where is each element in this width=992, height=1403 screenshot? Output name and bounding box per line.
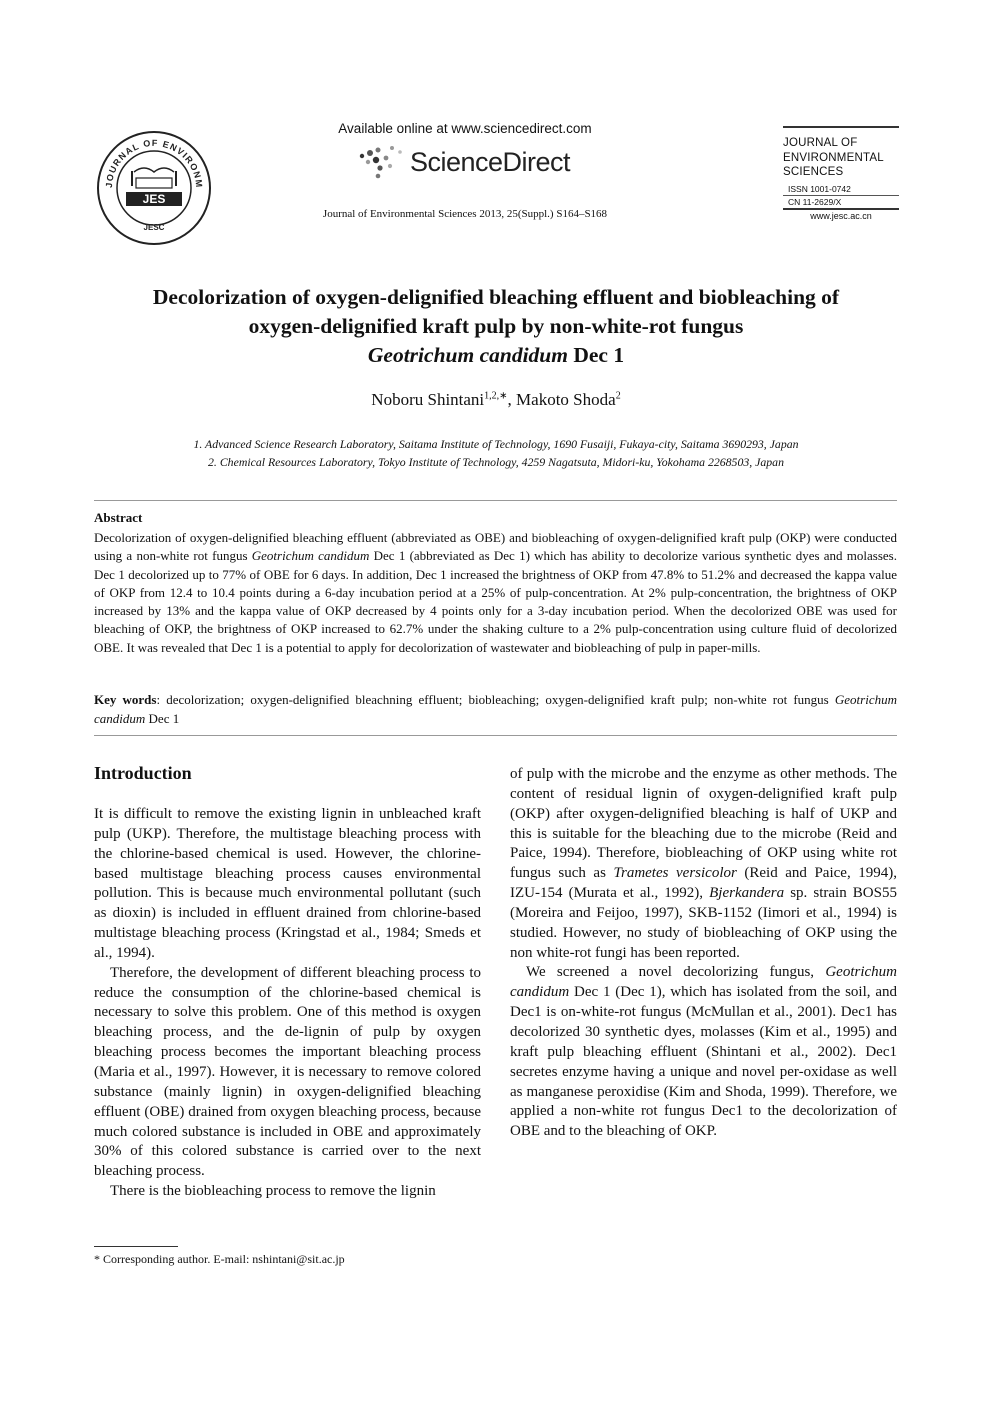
journal-box-bottom-rule	[783, 208, 899, 210]
journal-box	[783, 126, 899, 221]
intro-species-trametes: Trametes versicolor	[613, 865, 737, 882]
introduction-heading: Introduction	[94, 763, 192, 783]
intro-paragraph-3: There is the biobleaching process to remove the lignin	[110, 1183, 436, 1200]
abstract-species: Geotrichum candidum	[251, 548, 370, 564]
left-column	[94, 805, 481, 1202]
svg-text:JOURNAL OF ENVIRONMENTAL SCIEN	[92, 126, 204, 189]
intro-right-text-5: Dec 1 (Dec 1), which has isolated from the soil, and Dec1 is on-white-rot fungus (McMullan et al., 2001). Dec1 has decolorized 30 synthetic dyes, molasses (Kim et al., 1995) and kraft pulp bleaching effluent (Shintani et al., 2002). Dec1 secretes enzyme having a unique and novel per-oxidase as well as manganese peroxidise (Kim and Shoda, 1999). Therefore, we applied a non-white rot fungus Dec1 to the decolorization of OBE and to the bleaching of OKP.	[510, 984, 897, 1140]
intro-paragraph-2: Therefore, the development of different bleaching process to reduce the consumption of the chlorine-based chemical is necessary to solve this problem. One of this method is oxygen bleaching process, and the de-lignin of pulp by oxygen bleaching process becomes the important bleaching process (Maria et al., 1997). However, it is necessary to remove colored substance (mainly lignin) in oxygen-delignified bleaching effluent (OBE) drained from oxygen bleaching process, because much colored substance is included in OBE and approximately 30% of this colored substance is carried over to the next bleaching process.	[94, 964, 481, 1180]
footnote-rule	[94, 1246, 178, 1247]
intro-paragraph-4	[510, 963, 897, 1142]
logo-center-text: JES	[142, 192, 166, 206]
journal-citation: Journal of Environmental Sciences 2013, 25(Suppl.) S164–S168	[322, 208, 608, 220]
title-line-2: oxygen-delignified kraft pulp by non-white-rot fungus	[248, 314, 744, 338]
logo-ring-text: JOURNAL OF ENVIRONM	[103, 137, 205, 189]
journal-box-top-rule	[783, 126, 899, 128]
intro-right-text-3: sp. strain BOS55 (Moreira and Feijoo, 1997), SKB-1152 (Iimori et al., 1994) is studied. However, no study of biobleaching of OKP using the non white-rot fungi has been reported.	[510, 885, 897, 961]
journal-box-line2: ENVIRONMENTAL	[783, 151, 884, 164]
journal-box-title	[783, 136, 899, 180]
available-online[interactable]: Available online at www.sciencedirect.com	[338, 121, 592, 136]
divider-bottom	[94, 735, 897, 736]
author-1: Noboru Shintani	[371, 390, 485, 409]
journal-box-line3: SCIENCES	[783, 166, 844, 178]
author-2: Makoto Shoda	[516, 390, 616, 409]
journal-box-line1: JOURNAL OF	[783, 137, 858, 149]
sciencedirect-wordmark: ScienceDirect	[410, 147, 571, 177]
right-column	[510, 765, 897, 1142]
abstract-heading: Abstract	[94, 510, 143, 525]
journal-url[interactable]: www.jesc.ac.cn	[810, 210, 872, 221]
intro-paragraph-3-cont	[510, 765, 897, 963]
logo-bottom-text: JESC	[143, 223, 165, 232]
abstract-text-2: Dec 1 (abbreviated as Dec 1) which has ability to decolorize various synthetic dyes and molasses. Dec 1 decolorized up to 77% of OBE for 6 days. In addition, Dec 1 increased the brightness of OKP from 47.8% to 51.2% and decreased the kappa value of OKP from 12.4 to 10.4 points during a 6-day incubation period at a 25% of pulp-concentration. At 2% pulp-concentration, the brightness of OKP increased by 13% and the kappa value of OKP decreased by 4 points only for a 3-day incubation period. When the decolorized OBE was used for bleaching of OKP, the brightness of OKP increased to 62.7% under the shaking culture to a 2% pulp-concentration using culture fluid of decolorized OBE. It was revealed that Dec 1 is a potential to apply for decolorization of wastewater and biobleaching of pulp in paper-mills.	[94, 548, 897, 655]
journal-cn: CN 11-2629/X	[788, 196, 842, 207]
author-2-affil: 2	[615, 390, 621, 402]
keywords-species: Geotrichum candidum	[94, 692, 897, 726]
journal-issn: ISSN 1001-0742	[788, 183, 851, 194]
intro-right-text-2: (Reid and Paice, 1994), IZU-154 (Murata et al., 1992),	[510, 865, 897, 902]
author-separator: ,	[507, 390, 517, 409]
author-1-affil: 1,2,∗	[484, 390, 508, 402]
jes-logo	[92, 126, 216, 246]
affiliations	[60, 436, 932, 471]
title-strain: Dec 1	[567, 343, 625, 367]
title-line-3	[60, 341, 932, 370]
affiliation-2: 2. Chemical Resources Laboratory, Tokyo Institute of Technology, 4259 Nagatsuta, Midori-ku, Yokohama 2268503, Japan	[208, 454, 784, 469]
article-title	[60, 283, 932, 370]
intro-right-text-1: of pulp with the microbe and the enzyme as other methods. The content of residual lignin of oxygen-delignified kraft pulp (OKP) after oxygen-delignified bleaching is half of UKP and this is suitable for the bleaching due to the microbe (Reid and Paice, 1994). Therefore, biobleaching of OKP using white rot fungus such as	[510, 766, 897, 882]
corresponding-author-footnote: * Corresponding author. E-mail: nshintani@sit.ac.jp	[94, 1252, 345, 1266]
intro-species-geotrichum: Geotrichum candidum	[510, 964, 897, 1001]
intro-paragraph-1: It is difficult to remove the existing lignin in unbleached kraft pulp (UKP). Therefore, the multistage bleaching process with the chlorine-based chemical is used. However, the chlorine-based multistage bleaching process causes environmental pollution. This is because much environmental pollutant (such as dioxin) is included in effluent drained from chlorine-based multistage bleaching process (Kringstad et al., 1984; Smeds et al., 1994).	[94, 806, 481, 961]
keywords	[94, 691, 897, 728]
abstract-text-1: Decolorization of oxygen-delignified bleaching effluent (abbreviated as OBE) and biobleaching of oxygen-delignified kraft pulp (OKP) were conducted using a non-white rot fungus	[94, 530, 897, 564]
intro-right-text-4: We screened a novel decolorizing fungus,	[526, 964, 826, 981]
divider-top	[94, 500, 897, 501]
title-species: Geotrichum candidum	[367, 343, 568, 367]
keywords-tail: Dec 1	[145, 710, 180, 726]
abstract-body	[94, 529, 897, 657]
intro-species-bjerkandera: Bjerkandera	[709, 885, 785, 902]
keywords-label: Key words	[94, 692, 157, 707]
keywords-text: : decolorization; oxygen-delignified bleachning effluent; biobleaching; oxygen-delignified kraft pulp; non-white rot fungus	[156, 692, 835, 707]
affiliation-1: 1. Advanced Science Research Laboratory, Saitama Institute of Technology, 1690 Fusaiji, Fukaya-city, Saitama 3690293, Japan	[193, 437, 799, 451]
title-line-1: Decolorization of oxygen-delignified bleaching effluent and biobleaching of	[152, 285, 840, 309]
authors	[60, 390, 932, 410]
